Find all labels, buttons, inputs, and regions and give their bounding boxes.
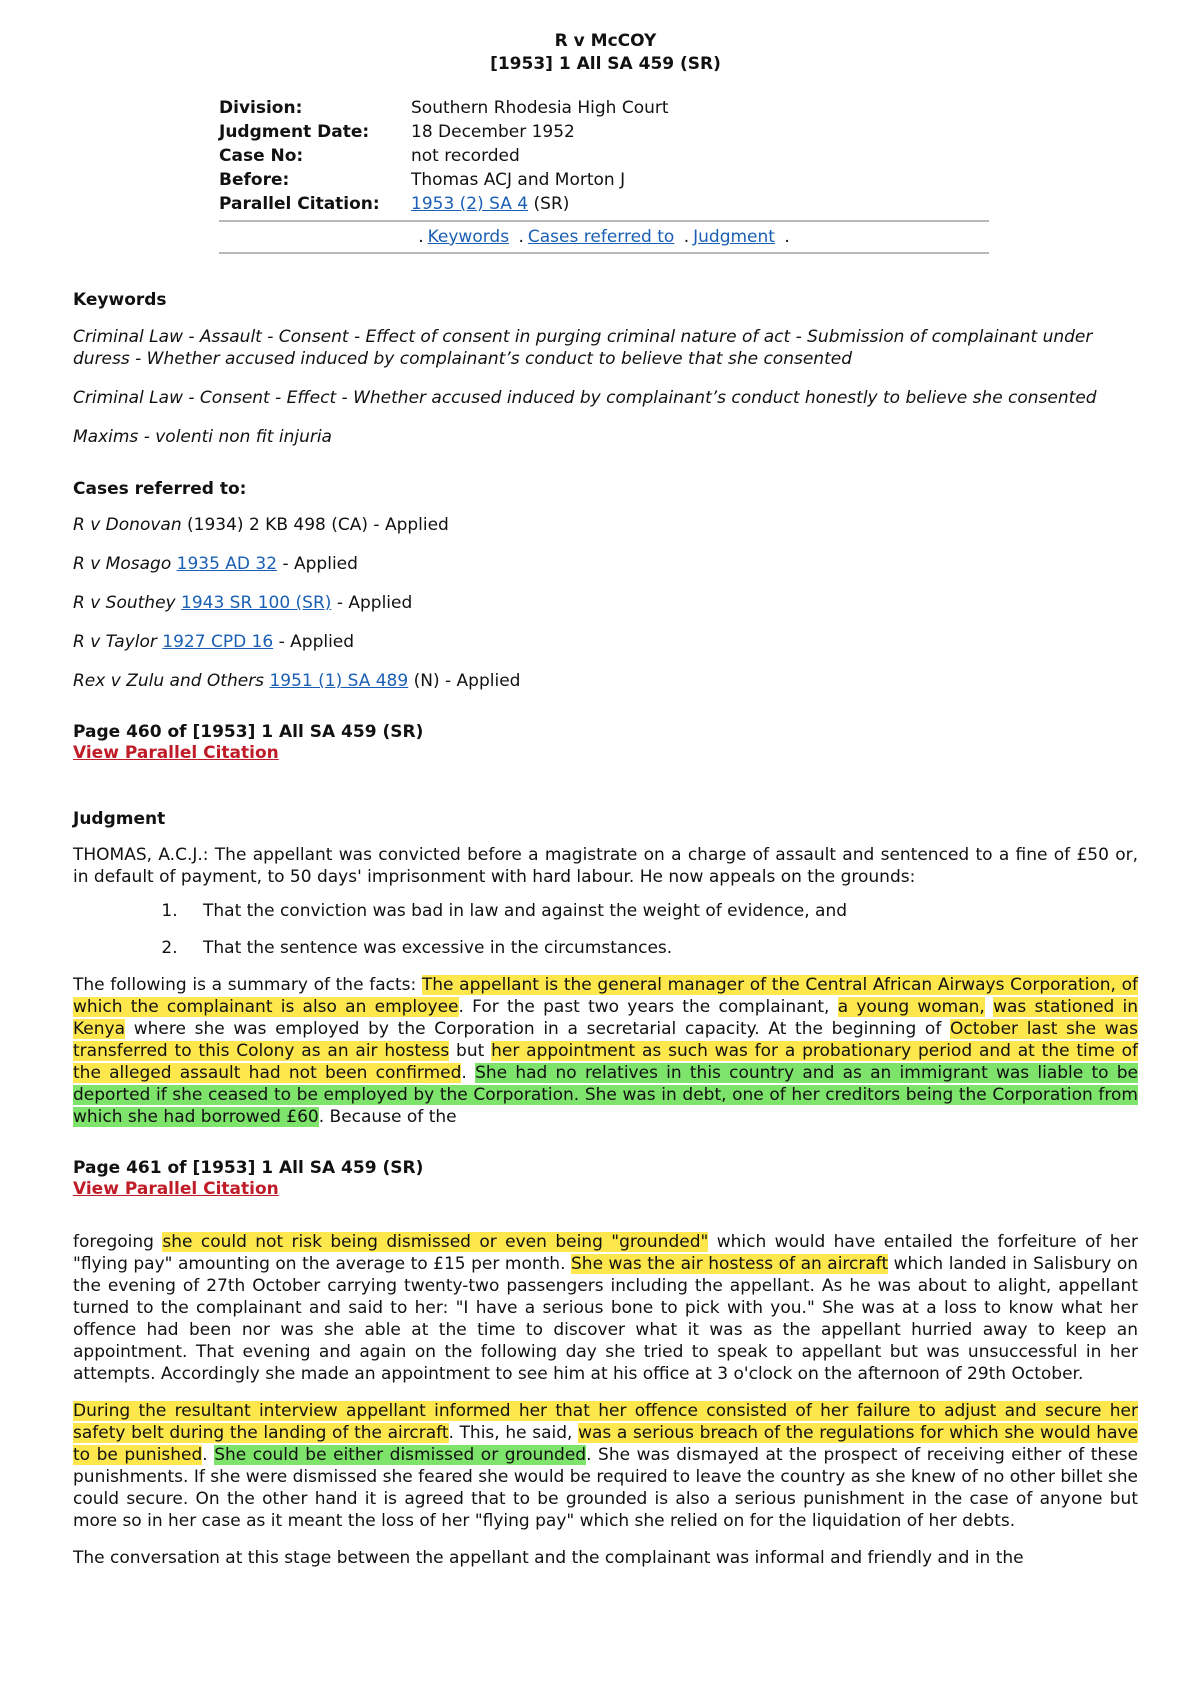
page-460-marker bbox=[73, 722, 1138, 764]
cases-heading: Cases referred to: bbox=[73, 479, 247, 499]
case-name: R v Donovan bbox=[73, 515, 182, 535]
keywords-section bbox=[73, 289, 1138, 448]
judgment-paragraph bbox=[73, 1231, 1138, 1385]
text-run: . Because of the bbox=[318, 1107, 457, 1127]
case-citation-link[interactable]: 1927 CPD 16 bbox=[162, 632, 274, 652]
case-item bbox=[73, 631, 1138, 653]
text-run: The following is a summary of the facts: bbox=[73, 975, 422, 995]
case-citation: [1953] 1 All SA 459 (SR) bbox=[490, 54, 721, 74]
grounds-list bbox=[73, 900, 1138, 959]
case-item bbox=[73, 553, 1138, 575]
case-rest: (1934) 2 KB 498 (CA) - Applied bbox=[187, 515, 449, 535]
keyword-item: Criminal Law - Consent - Effect - Whether accused induced by complainant’s conduct honestly to believe she consented bbox=[73, 388, 1097, 408]
division-label: Division: bbox=[219, 98, 303, 118]
text-run: where she was employed by the Corporation in a secretarial capacity. At the beginning of bbox=[125, 1019, 950, 1039]
text-run: . bbox=[202, 1445, 215, 1465]
case-metadata bbox=[219, 96, 989, 254]
text-run bbox=[985, 997, 993, 1017]
highlight-green: She had no relatives in this country and as an immigrant was liable to be deported if she ceased to be employed by the Corporation. She was in debt, one of her creditors being the Corporation from which she had borrowed £60 bbox=[73, 1063, 1138, 1127]
case-citation-link[interactable]: 1943 SR 100 (SR) bbox=[181, 593, 332, 613]
nav-separator: . bbox=[518, 227, 524, 247]
case-rest: - Applied bbox=[282, 554, 358, 574]
case-citation-link[interactable]: 1951 (1) SA 489 bbox=[269, 671, 409, 691]
case-name: R v Taylor bbox=[73, 632, 157, 652]
ground-item: 1. That the conviction was bad in law and against the weight of evidence, and bbox=[183, 900, 1138, 922]
ground-item: 2. That the sentence was excessive in the circumstances. bbox=[183, 937, 1138, 959]
highlight-green: She could be either dismissed or grounded bbox=[214, 1445, 587, 1465]
before-label: Before: bbox=[219, 170, 290, 190]
case-name: R v Southey bbox=[73, 593, 176, 613]
parallel-citation-label: Parallel Citation: bbox=[219, 194, 380, 214]
keyword-item: Criminal Law - Assault - Consent - Effect of consent in purging criminal nature of act - Submission of complainant under duress - Whether accused induced by complainant’s conduct to believe that she consented bbox=[73, 327, 1093, 369]
highlight-yellow: she could not risk being dismissed or even being "grounded" bbox=[162, 1232, 709, 1252]
judgment-continued bbox=[73, 1231, 1138, 1569]
cases-section bbox=[73, 478, 1138, 692]
case-rest: - Applied bbox=[336, 593, 413, 613]
judgment-heading: Judgment bbox=[73, 809, 166, 829]
document-page bbox=[73, 30, 1138, 1569]
highlight-yellow: was a serious breach of the regulations for which she would have to be punished bbox=[73, 1423, 1139, 1465]
meta-row-division bbox=[219, 96, 989, 120]
text-run: . bbox=[461, 1063, 476, 1083]
page-number-label: Page 461 of [1953] 1 All SA 459 (SR) bbox=[73, 1158, 424, 1178]
division-value: Southern Rhodesia High Court bbox=[411, 98, 669, 118]
highlight-yellow: October last she was transferred to this Colony as an air hostess bbox=[73, 1019, 1138, 1061]
case-item bbox=[73, 592, 1138, 614]
case-no-label: Case No: bbox=[219, 146, 304, 166]
view-parallel-citation-link[interactable]: View Parallel Citation bbox=[73, 743, 279, 763]
text-run: . She was dismayed at the prospect of receiving either of these punishments. If she were dismissed she feared she would be required to leave the country as she knew of no other billet she could secure. On the other hand it is agreed that to be grounded is also a serious punishment in the case of anyone but more so in her case as it meant the loss of her "flying pay" which she relied on for the liquidation of her debts. bbox=[73, 1445, 1138, 1531]
judgment-date-label: Judgment Date: bbox=[219, 122, 370, 142]
case-item bbox=[73, 670, 1138, 692]
keyword-item: Maxims - volenti non fit injuria bbox=[73, 427, 332, 447]
case-name: R v Mosago bbox=[73, 554, 172, 574]
judgment-date-value: 18 December 1952 bbox=[411, 122, 575, 142]
judgment-paragraph: The conversation at this stage between the appellant and the complainant was informal and friendly and in the bbox=[73, 1548, 1024, 1568]
highlight-yellow: The appellant is the general manager of the Central African Airways Corporation, of which the complainant is also an employee bbox=[73, 975, 1138, 1017]
text-run: but bbox=[449, 1041, 492, 1061]
meta-row-parallel bbox=[219, 192, 989, 216]
case-title: R v McCOY bbox=[554, 31, 657, 51]
view-parallel-citation-link[interactable]: View Parallel Citation bbox=[73, 1179, 279, 1199]
judgment-intro: THOMAS, A.C.J.: The appellant was convicted before a magistrate on a charge of assault and sentenced to a fine of £50 or, in default of payment, to 50 days' imprisonment with hard labour. He now appeals on the grounds: bbox=[73, 845, 1138, 887]
nav-cases-link[interactable]: Cases referred to bbox=[527, 227, 675, 247]
case-item bbox=[73, 514, 1138, 536]
section-nav bbox=[219, 220, 989, 254]
text-run: which landed in Salisbury on the evening of 27th October carrying twenty-two passengers including the appellant. As he was about to alight, appellant turned to the complainant and said to her: "I have a serious bone to pick with you." She was at a loss to know what her offence had been nor was she able at the time to discover what it was as the appellant hurried away to keep an appointment. That evening and again on the following day she tried to speak to appellant but was unsuccessful in her attempts. Accordingly she made an appointment to see him at his office at 3 o'clock on the afternoon of 29th October. bbox=[73, 1254, 1138, 1384]
meta-row-before bbox=[219, 168, 989, 192]
highlight-yellow: a young woman, bbox=[837, 997, 985, 1017]
meta-row-caseno bbox=[219, 144, 989, 168]
highlight-yellow: her appointment as such was for a probationary period and at the time of the alleged assault had not been confirmed bbox=[73, 1041, 1138, 1083]
before-value: Thomas ACJ and Morton J bbox=[411, 170, 626, 190]
parallel-citation-link[interactable]: 1953 (2) SA 4 bbox=[411, 194, 529, 214]
facts-paragraph bbox=[73, 974, 1138, 1128]
case-name: Rex v Zulu and Others bbox=[73, 671, 265, 691]
judgment-paragraph bbox=[73, 1400, 1138, 1532]
text-run: which would have entailed the forfeiture of her "flying pay" amounting on the average to £15 per month. bbox=[73, 1232, 1138, 1274]
judgment-section bbox=[73, 808, 1138, 1128]
case-no-value: not recorded bbox=[411, 146, 520, 166]
case-rest: (N) - Applied bbox=[413, 671, 521, 691]
keywords-heading: Keywords bbox=[73, 290, 167, 310]
nav-separator: . bbox=[683, 227, 690, 247]
page-461-marker bbox=[73, 1158, 1138, 1200]
page-number-label: Page 460 of [1953] 1 All SA 459 (SR) bbox=[73, 722, 424, 742]
text-run: . This, he said, bbox=[448, 1423, 579, 1443]
case-citation-link[interactable]: 1935 AD 32 bbox=[176, 554, 278, 574]
text-run: foregoing bbox=[73, 1232, 163, 1252]
parallel-citation-suffix: (SR) bbox=[533, 194, 570, 214]
nav-keywords-link[interactable]: Keywords bbox=[427, 227, 510, 247]
parallel-citation-value bbox=[411, 192, 989, 216]
text-run: . For the past two years the complainant, bbox=[458, 997, 838, 1017]
nav-judgment-link[interactable]: Judgment bbox=[693, 227, 775, 247]
highlight-yellow: was stationed in Kenya bbox=[73, 997, 1138, 1039]
meta-row-date bbox=[219, 120, 989, 144]
nav-separator: . bbox=[784, 227, 790, 247]
highlight-yellow: She was the air hostess of an aircraft bbox=[571, 1254, 889, 1274]
case-rest: - Applied bbox=[278, 632, 355, 652]
nav-separator: . bbox=[418, 227, 424, 247]
highlight-yellow: During the resultant interview appellant informed her that her offence consisted of her failure to adjust and secure her safety belt during the landing of the aircraft bbox=[73, 1401, 1138, 1443]
